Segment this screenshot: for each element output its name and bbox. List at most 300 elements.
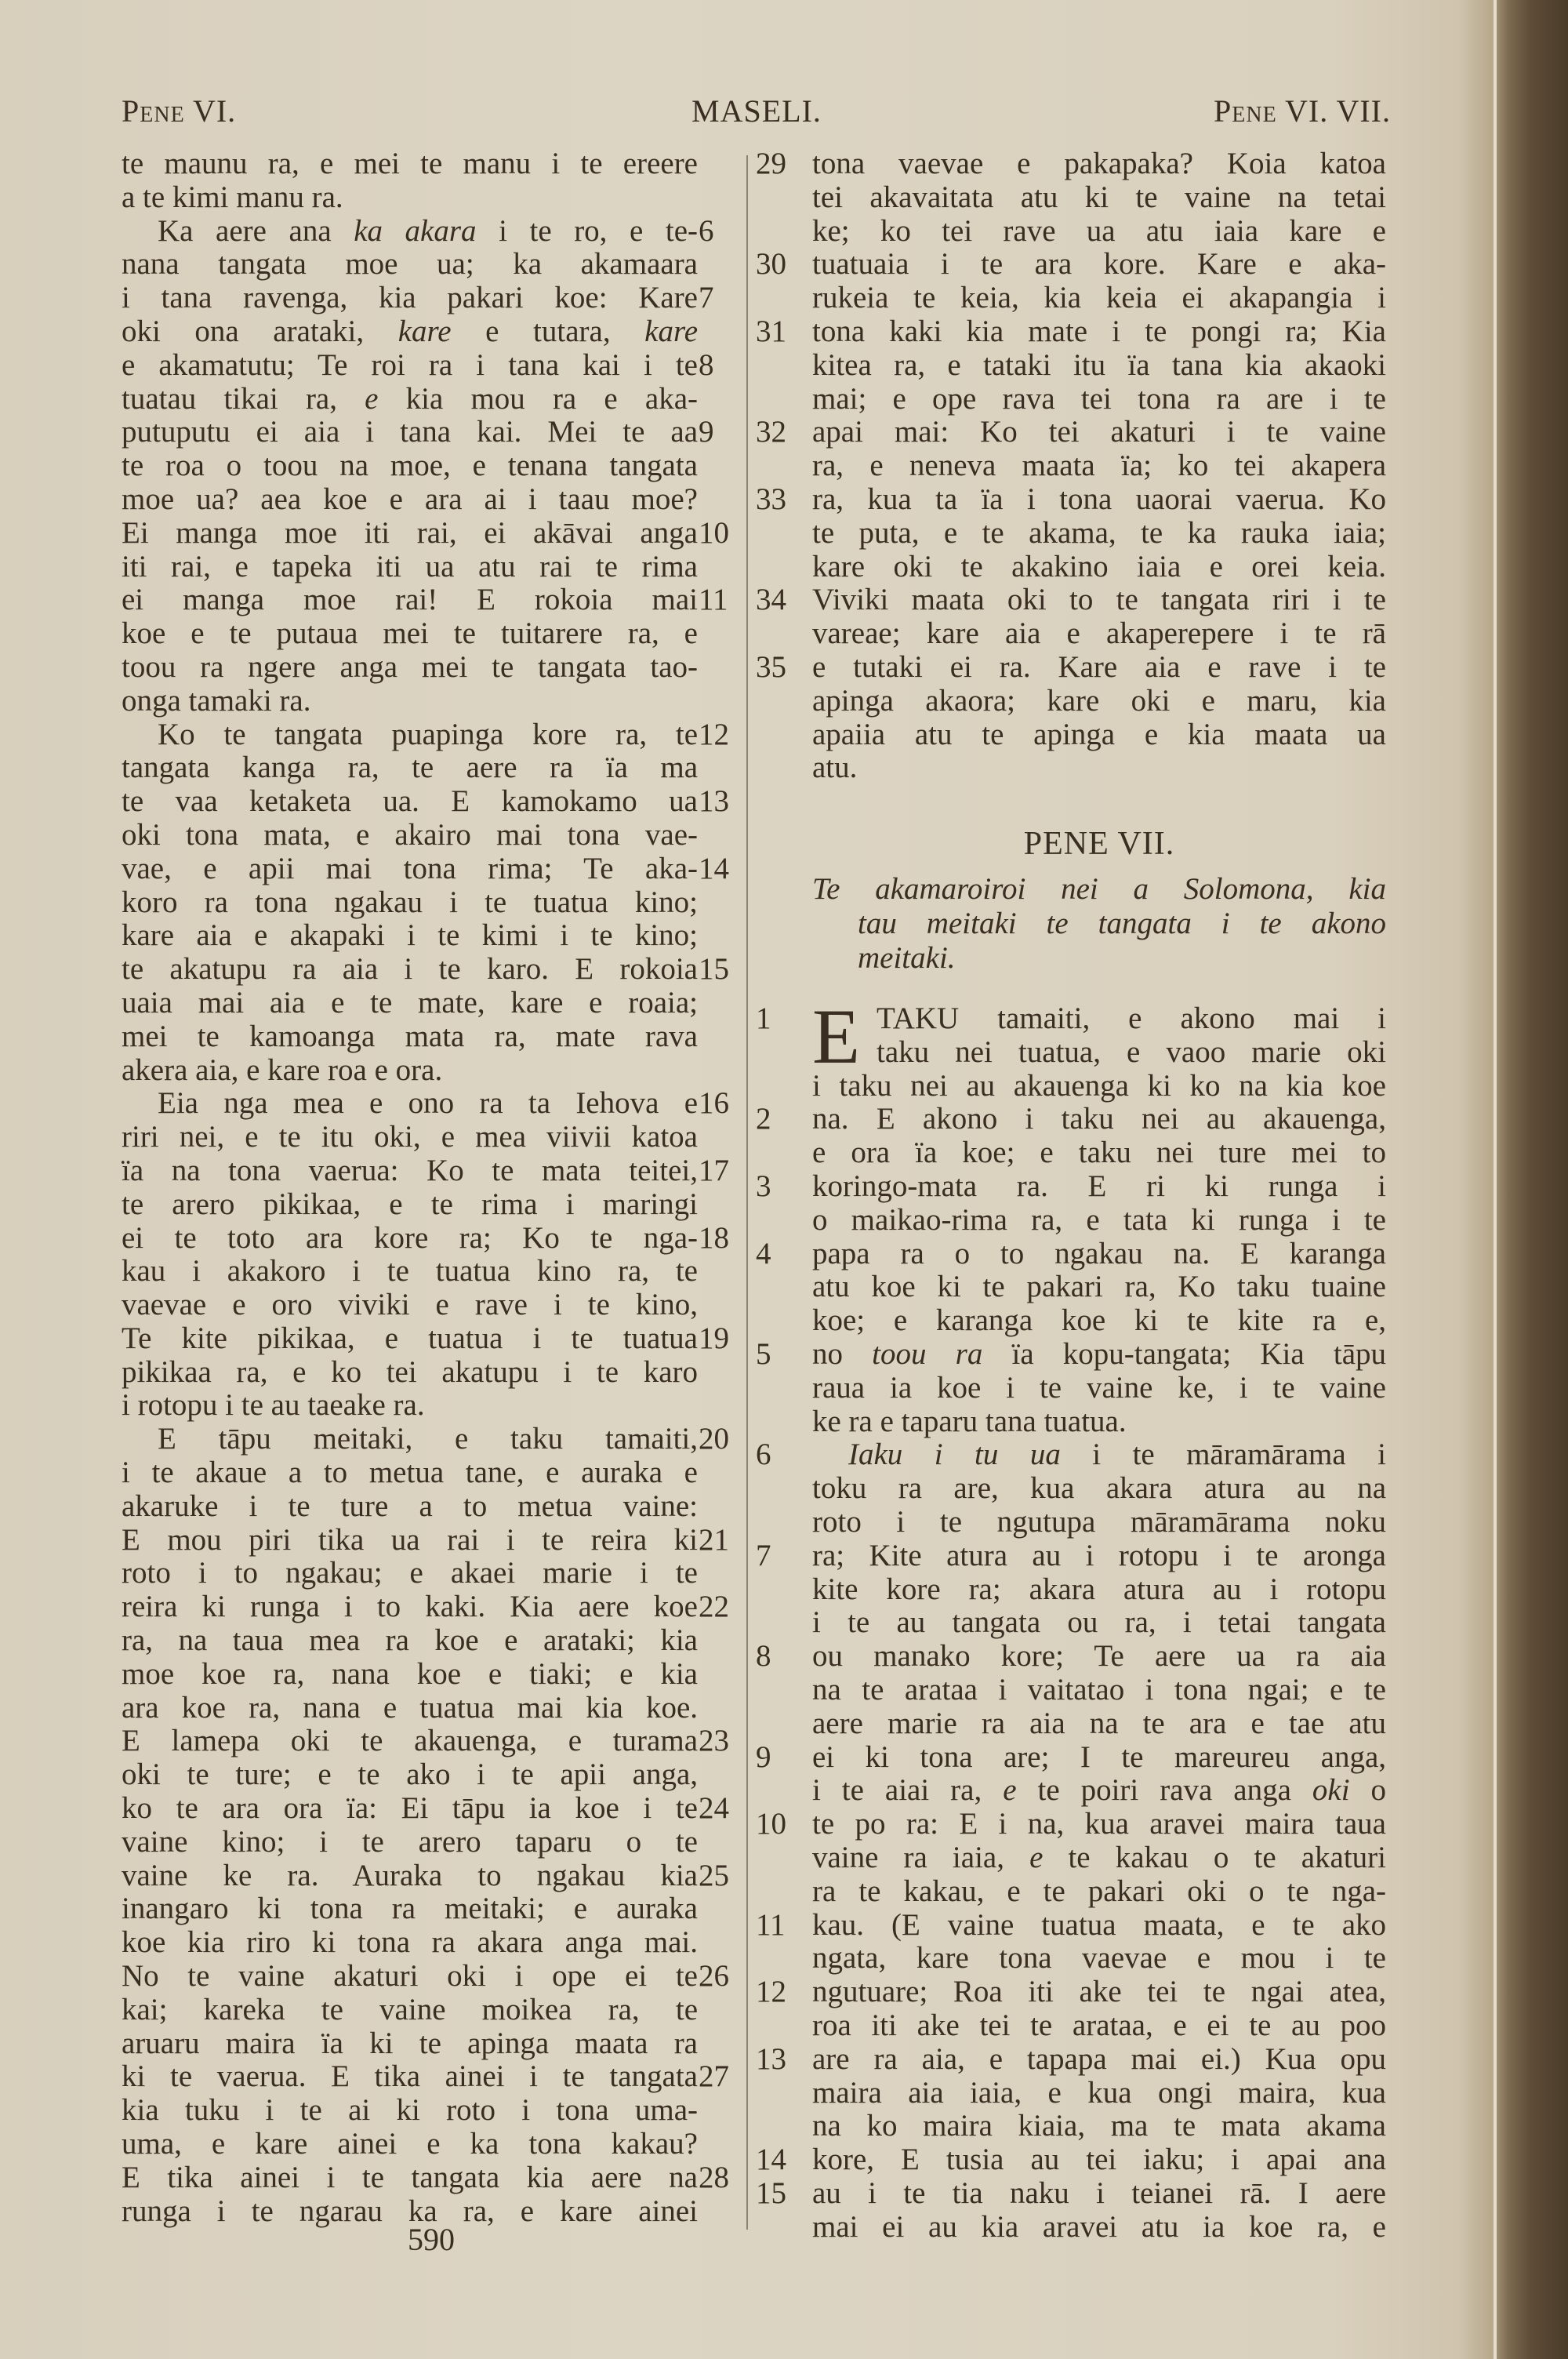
line-text: riri nei, e te itu oki, e mea viivii katoa	[122, 1120, 698, 1154]
line-text: Ei manga moe iti rai, ei akāvai anga	[122, 515, 698, 550]
text-line	[122, 1926, 698, 1960]
line-text: kai; kareka te vaine moikea ra, te	[122, 1992, 698, 2026]
verse-number: 33	[756, 482, 786, 516]
text-line	[122, 383, 698, 416]
line-text: e tutaki ei ra. Kare aia e rave i te	[812, 649, 1386, 684]
line-text: mai ei au kia aravei atu ia koe ra, e	[812, 2209, 1386, 2244]
line-text: kare oki te akakino iaia e orei keia.	[812, 549, 1386, 583]
line-text: au i te tia naku i teianei rā. I aere	[812, 2175, 1386, 2210]
line-text: te maunu ra, e mei te manu i te ereere	[122, 147, 698, 180]
text-line	[122, 751, 698, 785]
verse-number: 22	[699, 1590, 729, 1624]
text-line	[756, 583, 1386, 617]
line-text: moe koe ra, nana koe e tiaki; e kia	[122, 1656, 698, 1691]
text-segment: oki ona arataki,	[122, 314, 398, 348]
verse-number: 18	[699, 1220, 729, 1255]
line-text: Viviki maata oki to te tangata riri i te	[812, 583, 1386, 617]
verse-number: 11	[699, 583, 728, 617]
text-line	[122, 449, 698, 483]
running-header-right: Pene VI. VII.	[1214, 93, 1391, 129]
text-line	[812, 1036, 1386, 1070]
text-line	[812, 383, 1386, 416]
text-line	[122, 2027, 698, 2061]
line-text: kitea ra, e tataki itu ïa tana kia akaoki	[812, 347, 1386, 382]
text-segment: i te ro, e te-	[476, 213, 698, 248]
line-text: koe; e karanga koe ki te kite ra e,	[812, 1303, 1386, 1338]
left-column	[122, 147, 729, 2228]
verse-number: 25	[699, 1858, 729, 1892]
line-text: apai mai: Ko tei akaturi i te vaine	[812, 415, 1386, 449]
line-text: atu koe ki te pakari ra, Ko taku tuaine	[812, 1270, 1386, 1304]
line-text: te roa o toou na moe, e tenana tangata	[122, 449, 698, 483]
text-line	[122, 281, 714, 315]
text-line	[812, 1506, 1386, 1539]
line-text: e ora ïa koe; e taku nei ture mei to	[812, 1136, 1386, 1170]
verse-number: 12	[699, 717, 729, 751]
line-text: TAKU tamaiti, e akono mai i	[877, 1001, 1386, 1035]
line-text: ïa na tona vaerua: Ko te mata teitei,	[122, 1153, 698, 1187]
text-line	[756, 1438, 1386, 1472]
line-text: papa ra o to ngakau na. E karanga	[812, 1236, 1386, 1270]
text-line	[812, 1405, 1386, 1439]
text-line	[812, 1304, 1386, 1338]
verse-number: 7	[756, 1538, 771, 1572]
text-line	[122, 248, 698, 282]
verse-number: 21	[699, 1522, 729, 1557]
italic-text: kare	[397, 314, 452, 348]
text-line	[812, 2009, 1386, 2043]
text-line	[122, 1255, 698, 1289]
text-line	[756, 1639, 1386, 1674]
line-text: E tika ainei i te tangata kia aere na	[122, 2160, 698, 2194]
text-line	[122, 1624, 698, 1658]
text-line	[122, 2059, 729, 2094]
line-text: tona kaki kia mate i te pongi ra; Kia	[812, 314, 1386, 348]
text-line	[812, 2110, 1386, 2143]
line-text: Ko te tangata puapinga kore ra, te	[158, 717, 698, 751]
line-text	[122, 315, 698, 349]
verse-number: 30	[756, 247, 786, 282]
text-line	[122, 1153, 729, 1188]
text-segment: i te māramārama i	[1060, 1438, 1386, 1472]
summary-line: Te akamaroiroi nei a Solomona, kia	[812, 872, 1386, 906]
text-line	[122, 1724, 729, 1758]
verse-number: 6	[699, 213, 714, 248]
text-line	[122, 1994, 698, 2027]
line-text: i te akaue a to metua tane, e auraka e	[122, 1456, 698, 1490]
text-segment: o	[1349, 1773, 1387, 1808]
text-segment: ïa kopu-tangata; Kia tāpu	[982, 1336, 1387, 1371]
text-segment: vaine ra iaia,	[812, 1840, 1030, 1874]
text-segment: te poiri rava anga	[1016, 1773, 1312, 1808]
text-line	[122, 1220, 729, 1256]
text-line	[122, 952, 729, 987]
line-text: aruaru maira ïa ki te apinga maata ra	[122, 2026, 698, 2060]
line-text: ara koe ra, nana e tuatua mai kia koe.	[122, 1690, 698, 1725]
line-text: uaia mai aia e te mate, kare e roaia;	[122, 985, 698, 1020]
verse-number: 27	[699, 2059, 729, 2094]
right-column-chapter-text	[756, 993, 1387, 2244]
line-text: nana tangata moe ua; ka akamaara	[122, 247, 698, 282]
text-line	[122, 1590, 729, 1624]
line-text: akera aia, e kare roa e ora.	[122, 1052, 443, 1087]
page-number: 590	[408, 2222, 455, 2257]
line-text: ke; ko tei rave ua atu iaia kare e	[812, 213, 1386, 248]
text-line	[122, 1289, 698, 1322]
chapter-summary	[812, 872, 1386, 976]
italic-text: oki	[1312, 1773, 1350, 1808]
text-line	[122, 315, 698, 349]
text-segment: i te aiai ra,	[812, 1773, 1004, 1808]
line-text: koe kia riro ki tona ra akara anga mai.	[122, 1925, 698, 1960]
verse-number: 14	[756, 2143, 786, 2177]
line-text: atu.	[812, 751, 858, 785]
line-text: taku nei tuatua, e vaoo marie oki	[877, 1034, 1386, 1069]
line-text: i rotopu i te au taeake ra.	[122, 1388, 425, 1423]
text-line	[122, 919, 698, 953]
text-line	[122, 1858, 729, 1893]
verse-number: 28	[699, 2160, 729, 2194]
drop-cap: E	[812, 993, 861, 1080]
text-line	[756, 1236, 1386, 1271]
text-line	[756, 2041, 1386, 2077]
text-line	[122, 1692, 698, 1725]
verse-number: 13	[756, 2041, 786, 2076]
line-text: raua ia koe i te vaine ke, i te vaine	[812, 1370, 1386, 1405]
text-line	[812, 1204, 1386, 1238]
text-line	[812, 1136, 1386, 1170]
text-line	[122, 2160, 729, 2195]
text-line	[812, 751, 1386, 785]
line-text: ngutuare; Roa iti ake tei te ngai atea,	[812, 1975, 1386, 2009]
text-line	[122, 347, 714, 383]
line-text: oki te ture; e te ako i te apii anga,	[122, 1757, 698, 1792]
line-text: inangaro ki tona ra meitaki; e auraka	[122, 1892, 698, 1926]
verse-number: 14	[699, 851, 729, 885]
italic-text: e	[365, 381, 379, 416]
line-text: apaiia atu te apinga e kia maata ua	[812, 717, 1386, 751]
text-line	[756, 1739, 1386, 1775]
text-segment: Ka aere ana	[158, 213, 354, 248]
text-line	[122, 685, 698, 718]
line-text: kia tuku i te ai ki roto i tona uma-	[122, 2093, 698, 2128]
text-line	[122, 1456, 698, 1490]
text-line	[756, 1538, 1386, 1573]
text-line	[812, 282, 1386, 315]
running-header-left: Pene VI.	[122, 93, 237, 129]
text-line	[122, 583, 728, 617]
text-line	[122, 1321, 729, 1356]
text-line	[122, 2128, 698, 2161]
text-line	[812, 1841, 1386, 1875]
text-line	[812, 2211, 1386, 2245]
line-text: moe ua? aea koe e ara ai i taau moe?	[122, 482, 698, 516]
text-line	[122, 181, 698, 215]
line-text: uma, e kare ainei e ka tona kakau?	[122, 2127, 698, 2161]
text-line	[122, 213, 714, 249]
line-text: iti rai, e tapeka iti ua atu rai te rima	[122, 549, 698, 583]
text-line	[122, 1121, 698, 1154]
text-line	[756, 1336, 1387, 1372]
text-line	[122, 1422, 729, 1456]
text-line	[756, 1807, 1386, 1841]
text-segment: e tutara,	[451, 314, 645, 348]
verse-number: 7	[699, 281, 714, 315]
verse-number: 31	[756, 314, 786, 348]
line-text: toou ra ngere anga mei te tangata tao-	[122, 649, 698, 684]
text-line	[122, 1086, 729, 1121]
line-text: ngata, kare tona vaevae e mou i te	[812, 1941, 1386, 1976]
verse-number: 10	[756, 1807, 786, 1841]
verse-number: 32	[756, 415, 786, 449]
line-text: na. E akono i taku nei au akauenga,	[812, 1102, 1386, 1136]
line-text: kore, E tusia au tei iaku; i apai ana	[812, 2143, 1386, 2177]
line-text	[158, 215, 698, 249]
text-line	[122, 415, 714, 449]
text-line	[122, 717, 729, 752]
verse-number: 9	[756, 1739, 771, 1774]
line-text: runga i te ngarau ka ra, e kare ainei	[122, 2194, 698, 2228]
line-text: i taku nei au akauenga ki ko na kia koe	[812, 1068, 1386, 1103]
text-line	[756, 415, 1386, 449]
text-line	[812, 1942, 1386, 1976]
verse-number: 35	[756, 649, 786, 684]
running-header-title: MASELI.	[691, 93, 822, 129]
text-line	[122, 1020, 698, 1054]
text-line	[812, 1573, 1386, 1607]
line-text: ou manako kore; Te aere ua ra aia	[812, 1639, 1386, 1674]
line-text: pikikaa ra, e ko tei akatupu i te karo	[122, 1354, 698, 1389]
text-segment: kia mou ra e aka-	[378, 381, 698, 416]
line-text	[122, 383, 698, 416]
italic-text: kare	[644, 314, 699, 348]
text-line	[756, 147, 1386, 181]
line-text: te arero pikikaa, e te rima i maringi	[122, 1187, 698, 1221]
line-text: a te kimi manu ra.	[122, 180, 343, 214]
line-text: tei akavaitata atu ki te vaine na tetai	[812, 180, 1386, 214]
line-text: roa iti ake tei te arataa, e ei te au poo	[812, 2008, 1386, 2042]
text-line	[756, 1169, 1386, 1204]
verse-number: 13	[699, 784, 729, 819]
text-line	[812, 181, 1386, 215]
text-line	[756, 314, 1386, 349]
text-line	[756, 247, 1386, 282]
text-line	[756, 1907, 1386, 1943]
text-line	[812, 449, 1386, 483]
line-text: kite kore ra; akara atura au i rotopu	[812, 1572, 1386, 1606]
verse-number: 19	[699, 1321, 729, 1355]
line-text: Te kite pikikaa, e tuatua i te tuatua	[122, 1321, 698, 1355]
verse-number: 15	[756, 2175, 786, 2210]
text-line	[812, 1070, 1386, 1103]
line-text: roto i te ngutupa māramārama noku	[812, 1504, 1386, 1539]
verse-number: 10	[699, 515, 729, 550]
italic-text: ka akara	[354, 213, 477, 248]
text-line	[756, 1102, 1386, 1136]
text-line	[122, 1356, 698, 1390]
text-line	[812, 2077, 1386, 2110]
text-line	[812, 1472, 1386, 1506]
line-text: tuatuaia i te ara kore. Kare e aka-	[812, 247, 1386, 282]
italic-text: toou ra	[872, 1336, 983, 1371]
italic-text: e	[1029, 1840, 1044, 1874]
verse-number: 20	[699, 1422, 729, 1456]
verse-number: 17	[699, 1153, 729, 1187]
text-line	[122, 1188, 698, 1222]
text-line	[122, 1791, 729, 1826]
verse-number: 29	[756, 147, 786, 180]
line-text: kau. (E vaine tuatua maata, e te ako	[812, 1907, 1386, 1942]
text-line	[122, 1658, 698, 1692]
verse-number: 12	[756, 1975, 786, 2009]
verse-number: 1	[756, 1001, 771, 1035]
verse-number: 5	[756, 1336, 771, 1371]
line-text: apinga akaora; kare oki e maru, kia	[812, 683, 1386, 718]
text-line	[812, 1606, 1386, 1640]
line-text: tona vaevae e pakapaka? Koia katoa	[812, 147, 1386, 180]
text-line	[122, 2094, 698, 2128]
line-text: mei te kamoanga mata ra, mate rava	[122, 1019, 698, 1053]
line-text: tangata kanga ra, te aere ra ïa ma	[122, 751, 698, 785]
line-text	[812, 1338, 1386, 1372]
line-text: vaine ke ra. Auraka to ngakau kia	[122, 1858, 698, 1892]
text-line	[812, 1707, 1386, 1741]
verse-number: 8	[756, 1639, 771, 1674]
text-line	[122, 886, 698, 920]
text-line	[812, 1674, 1386, 1707]
text-line	[122, 551, 698, 584]
text-line	[122, 1054, 698, 1088]
line-text: ra, kua ta ïa i tona uaorai vaerua. Ko	[812, 482, 1386, 516]
line-text: te po ra: E i na, kua aravei maira taua	[812, 1807, 1386, 1841]
line-text: koro ra tona ngakau i te tuatua kino;	[122, 885, 698, 919]
text-line	[812, 718, 1386, 752]
text-line	[122, 1826, 698, 1859]
summary-line: meitaki.	[858, 941, 956, 975]
line-text: No te vaine akaturi oki i ope ei te	[122, 1959, 698, 1994]
text-line	[122, 819, 698, 852]
text-line	[122, 987, 698, 1020]
text-line	[122, 483, 698, 517]
verse-number: 6	[756, 1438, 771, 1472]
line-text: na te arataa i vaitatao i tona ngai; e te	[812, 1672, 1386, 1707]
text-line	[756, 482, 1386, 517]
text-line	[812, 551, 1386, 584]
line-text: e akamatutu; Te roi ra i tana kai i te	[122, 347, 698, 382]
text-line	[122, 1522, 729, 1558]
line-text: te puta, e te akama, te ka rauka iaia;	[812, 515, 1386, 550]
text-line	[122, 147, 698, 181]
adjacent-page-edge	[1494, 0, 1568, 2359]
text-line	[122, 1490, 698, 1524]
line-text: Eia nga mea e ono ra ta Iehova e	[158, 1086, 698, 1121]
text-segment: tuatau tikai ra,	[122, 381, 365, 416]
italic-text: e	[1003, 1773, 1017, 1808]
line-text: ra; Kite atura au i rotopu i te aronga	[812, 1538, 1386, 1572]
verse-number: 8	[699, 347, 714, 382]
line-text: na ko maira kiaia, ma te mata akama	[812, 2109, 1386, 2143]
chapter-heading: PENE VII.	[1023, 826, 1175, 862]
line-text: ke ra e taparu tana tuatua.	[812, 1404, 1127, 1438]
italic-text: Iaku i tu ua	[848, 1438, 1061, 1472]
line-text: koe e te putaua mei te tuitarere ra, e	[122, 616, 698, 651]
right-column-top	[756, 147, 1386, 785]
text-segment: no	[812, 1336, 873, 1371]
verse-number: 26	[699, 1959, 729, 1994]
line-text: toku ra are, kua akara atura au na	[812, 1471, 1386, 1506]
verse-number: 24	[699, 1791, 729, 1826]
line-text: roto i to ngakau; e akaei marie i te	[122, 1556, 698, 1590]
text-line	[122, 1892, 698, 1926]
text-line	[122, 1389, 698, 1423]
text-line	[812, 215, 1386, 249]
line-text: rukeia te keia, kia keia ei akapangia i	[812, 281, 1386, 315]
line-text: akaruke i te ture a to metua vaine:	[122, 1488, 698, 1523]
summary-line: tau meitaki te tangata i te akono	[858, 907, 1386, 940]
text-line	[122, 1959, 729, 1994]
text-line	[122, 1758, 698, 1792]
text-line	[756, 2175, 1386, 2211]
line-text: putuputu ei aia i tana kai. Mei te aa	[122, 415, 698, 449]
text-line	[756, 1001, 1386, 1036]
verse-number: 4	[756, 1236, 771, 1270]
line-text: mai; e ope rava tei tona ra are i te	[812, 381, 1386, 416]
text-segment: te kakau o te akaturi	[1043, 1840, 1386, 1874]
line-text: i tana ravenga, kia pakari koe: Kare	[122, 281, 698, 315]
line-text: koringo-mata ra. E ri ki runga i	[812, 1169, 1386, 1203]
line-text: aere marie ra aia na te ara e tae atu	[812, 1706, 1386, 1740]
line-text: kare aia e akapaki i te kimi i te kino;	[122, 918, 698, 953]
line-text	[812, 1841, 1386, 1875]
line-text: reira ki runga i to kaki. Kia aere koe	[122, 1590, 698, 1624]
text-line	[122, 851, 729, 886]
line-text: ra, e neneva maata ïa; ko tei akapera	[812, 449, 1386, 483]
line-text: E lamepa oki te akauenga, e turama	[122, 1724, 698, 1758]
text-line	[812, 1372, 1386, 1405]
text-line	[122, 617, 698, 651]
line-text: maira aia iaia, e kua ongi maira, kua	[812, 2075, 1386, 2110]
line-text: vareae; kare aia e akaperepere i te rā	[812, 616, 1386, 651]
text-line	[812, 617, 1386, 651]
column-divider	[746, 155, 748, 2230]
line-text: vae, e apii mai tona rima; Te aka-	[122, 851, 698, 885]
line-text: ra, na taua mea ra koe e arataki; kia	[122, 1623, 698, 1658]
line-text: ra te kakau, e te pakari oki o te nga-	[812, 1874, 1386, 1908]
text-line	[812, 1875, 1386, 1909]
text-line	[812, 1270, 1386, 1304]
page-edge-highlight	[1494, 0, 1497, 2359]
line-text	[848, 1438, 1386, 1472]
line-text: ei manga moe rai! E rokoia mai	[122, 583, 698, 617]
line-text: ei ki tona are; I te mareureu anga,	[812, 1739, 1386, 1774]
text-line	[122, 784, 729, 819]
verse-number: 16	[699, 1086, 729, 1121]
verse-number: 3	[756, 1169, 771, 1203]
line-text: E mou piri tika ua rai i te reira ki	[122, 1522, 698, 1557]
line-text: te vaa ketaketa ua. E kamokamo ua	[122, 784, 698, 819]
text-line	[756, 649, 1386, 685]
text-line	[812, 517, 1386, 551]
line-text: oki tona mata, e akairo mai tona vae-	[122, 817, 698, 852]
verse-number: 9	[699, 415, 714, 449]
verse-number: 15	[699, 952, 729, 987]
text-line	[122, 1557, 698, 1590]
text-line	[756, 2143, 1386, 2177]
verse-number: 11	[756, 1907, 786, 1942]
line-text: vaine kino; i te arero taparu o te	[122, 1824, 698, 1859]
verse-number: 2	[756, 1102, 771, 1136]
text-line	[122, 651, 698, 685]
